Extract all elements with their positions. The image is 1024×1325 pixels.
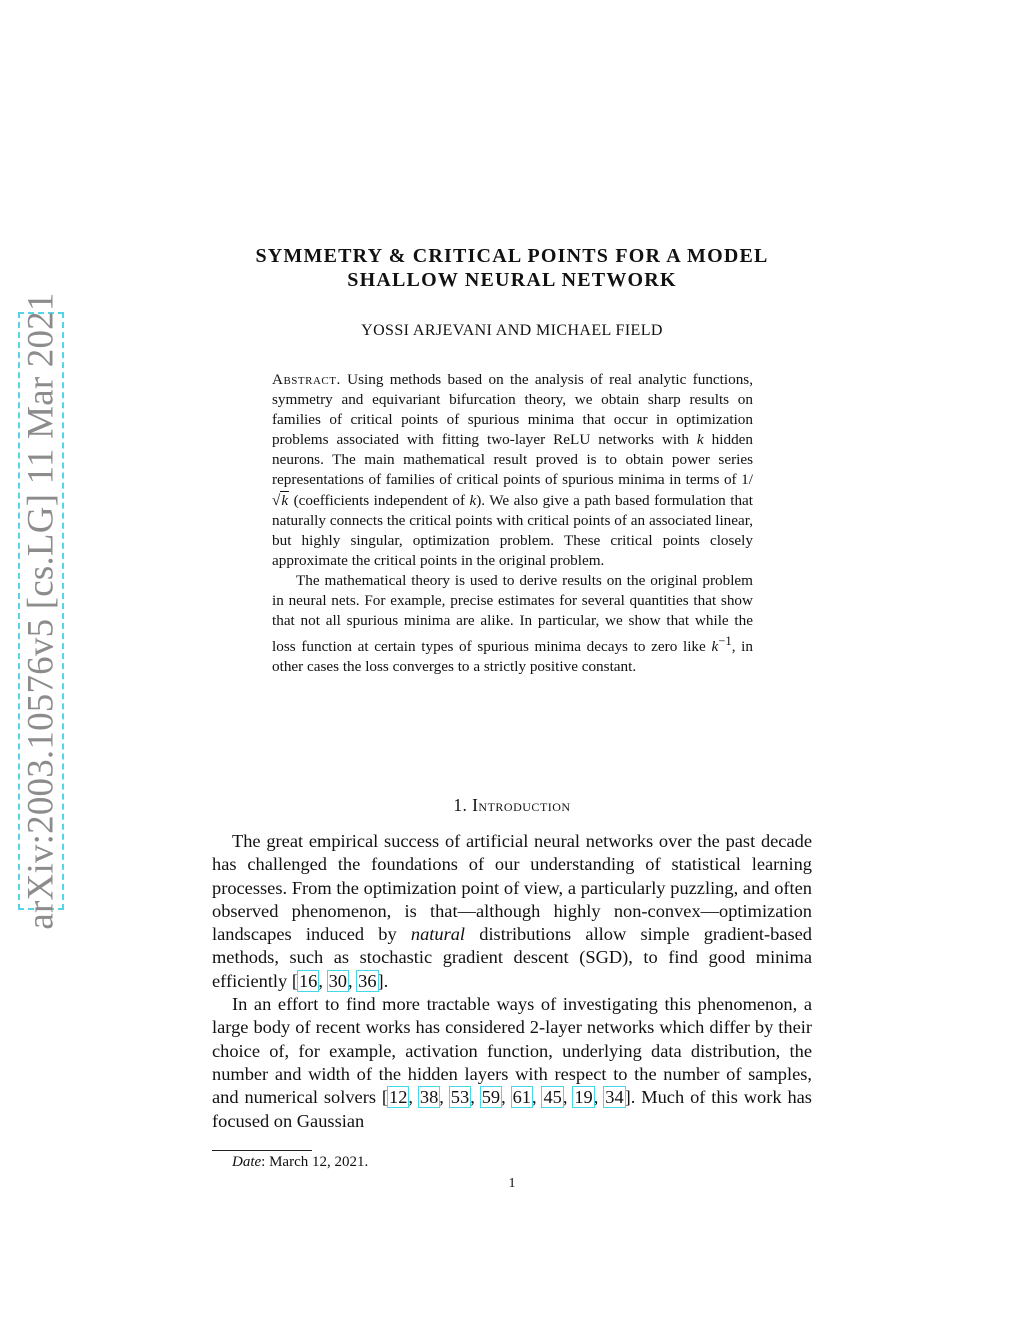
section-title: Introduction [472, 795, 571, 815]
math-k: k [696, 431, 704, 449]
footnote-label: Date [232, 1154, 262, 1170]
abstract-text: ). We also give a path based formulation that naturally connects the critical points with critical points of an associated linear, but highly singular, optimization problem. These critical points closely approximate the critical points in the original problem. [272, 491, 754, 569]
citation-link[interactable]: 59 [481, 1087, 501, 1108]
citation-link[interactable]: 38 [419, 1087, 439, 1108]
abstract-label: Abstract. [272, 371, 341, 388]
introduction-body [212, 830, 812, 1133]
abstract-paragraph-2 [272, 571, 753, 678]
citation-link[interactable]: 36 [358, 970, 377, 991]
citation-link[interactable]: 45 [543, 1087, 562, 1108]
paper-title [212, 244, 812, 292]
intro-paragraph-1: The great empirical success of artificial neural networks over the past decade has challenged the foundations of our understanding of statistical learning processes. From the optimization point of view, a particularly puzzling, and often observed phenomenon, is that—although highly non-convex—optimization landscapes induced by natural distributions allow simple gradient-based methods, such as stochastic gradient descent (SGD), to find good minima efficiently [16, 30, 36]. [212, 831, 812, 991]
section-heading [212, 795, 812, 816]
citation-link[interactable]: 53 [450, 1087, 470, 1108]
abstract-paragraph-1 [272, 370, 753, 571]
paper-title-line-1: SYMMETRY & CRITICAL POINTS FOR A MODEL [255, 245, 769, 267]
section-number: 1. [453, 795, 468, 815]
footnote-text: : March 12, 2021. [261, 1154, 369, 1170]
citation-link[interactable]: 34 [605, 1087, 624, 1108]
abstract-text: , in other cases the loss converges to a strictly positive constant. [272, 638, 753, 676]
math-k: k [281, 491, 289, 509]
intro-text: In an effort to find more tractable ways of investigating this phenomenon, a large body of recent works has considered 2-layer networks which differ by their choice of, for example, activation function, underlying data distribution, the number and width of the hidden layers with respect to the number of samples, and numerical solvers [ [212, 994, 812, 1108]
citation-link[interactable]: 16 [298, 970, 318, 991]
abstract-text: hidden neurons. The main mathematical result proved is to obtain power series representations of families of critical points of spurious minima in terms of 1/ [272, 431, 753, 489]
sqrt-symbol: √k [272, 491, 289, 509]
math-k: k [711, 638, 719, 656]
intro-text: ]. [377, 970, 389, 991]
abstract-text: Using methods based on the analysis of real analytic functions, symmetry and equivariant bifurcation theory, we obtain sharp results on families of critical points of spurious minima that occur in optimization problems associated with fitting two-layer ReLU networks with [272, 371, 753, 449]
math-k: k [469, 491, 477, 509]
footnote-date [232, 1154, 368, 1171]
citation-link[interactable]: 61 [512, 1087, 531, 1108]
citation-link[interactable]: 12 [389, 1087, 408, 1108]
abstract-text: (coefficients independent of [293, 491, 466, 509]
intro-text: distributions allow simple gradient-based methods, such as stochastic gradient descent (SGD), to find good minima efficiently [ [212, 924, 812, 991]
footnote-divider [212, 1150, 312, 1151]
arxiv-identifier-stamp[interactable] [18, 292, 64, 930]
abstract [272, 370, 753, 677]
citation-link[interactable]: 30 [328, 970, 347, 991]
page-number: 1 [508, 1176, 516, 1191]
math-exponent: −1 [718, 634, 732, 649]
paper-authors: YOSSI ARJEVANI AND MICHAEL FIELD [361, 322, 663, 339]
emphasis-natural: natural [410, 924, 466, 945]
intro-text: The great empirical success of artificial neural networks over the past decade has challenged the foundations of our understanding of statistical learning processes. From the optimization point of view, a particularly puzzling, and often observed phenomenon, is that—although highly non-convex—optimization landscapes induced by [212, 831, 812, 945]
intro-text: ]. Much of this work has focused on Gaussian [212, 1087, 812, 1131]
intro-paragraph-2: In an effort to find more tractable ways of investigating this phenomenon, a large body of recent works has considered 2-layer networks which differ by their choice of, for example, activation function, underlying data distribution, the number and width of the hidden layers with respect to the number of samples, and numerical solvers [12, 38, 53, 59, 61, 45, 19, 34]. Much of this work has focused on Gaussian [212, 994, 812, 1131]
citation-link[interactable]: 19 [574, 1087, 593, 1108]
paper-title-line-2: SHALLOW NEURAL NETWORK [347, 269, 677, 291]
abstract-text: The mathematical theory is used to derive results on the original problem in neural nets. For example, precise estimates for several quantities that show that not all spurious minima are alike. In particular, we show that while the loss function at certain types of spurious minima decays to zero like [272, 571, 753, 656]
arxiv-identifier-text: arXiv:2003.10576v5 [cs.LG] 11 Mar 2021 [20, 292, 62, 930]
